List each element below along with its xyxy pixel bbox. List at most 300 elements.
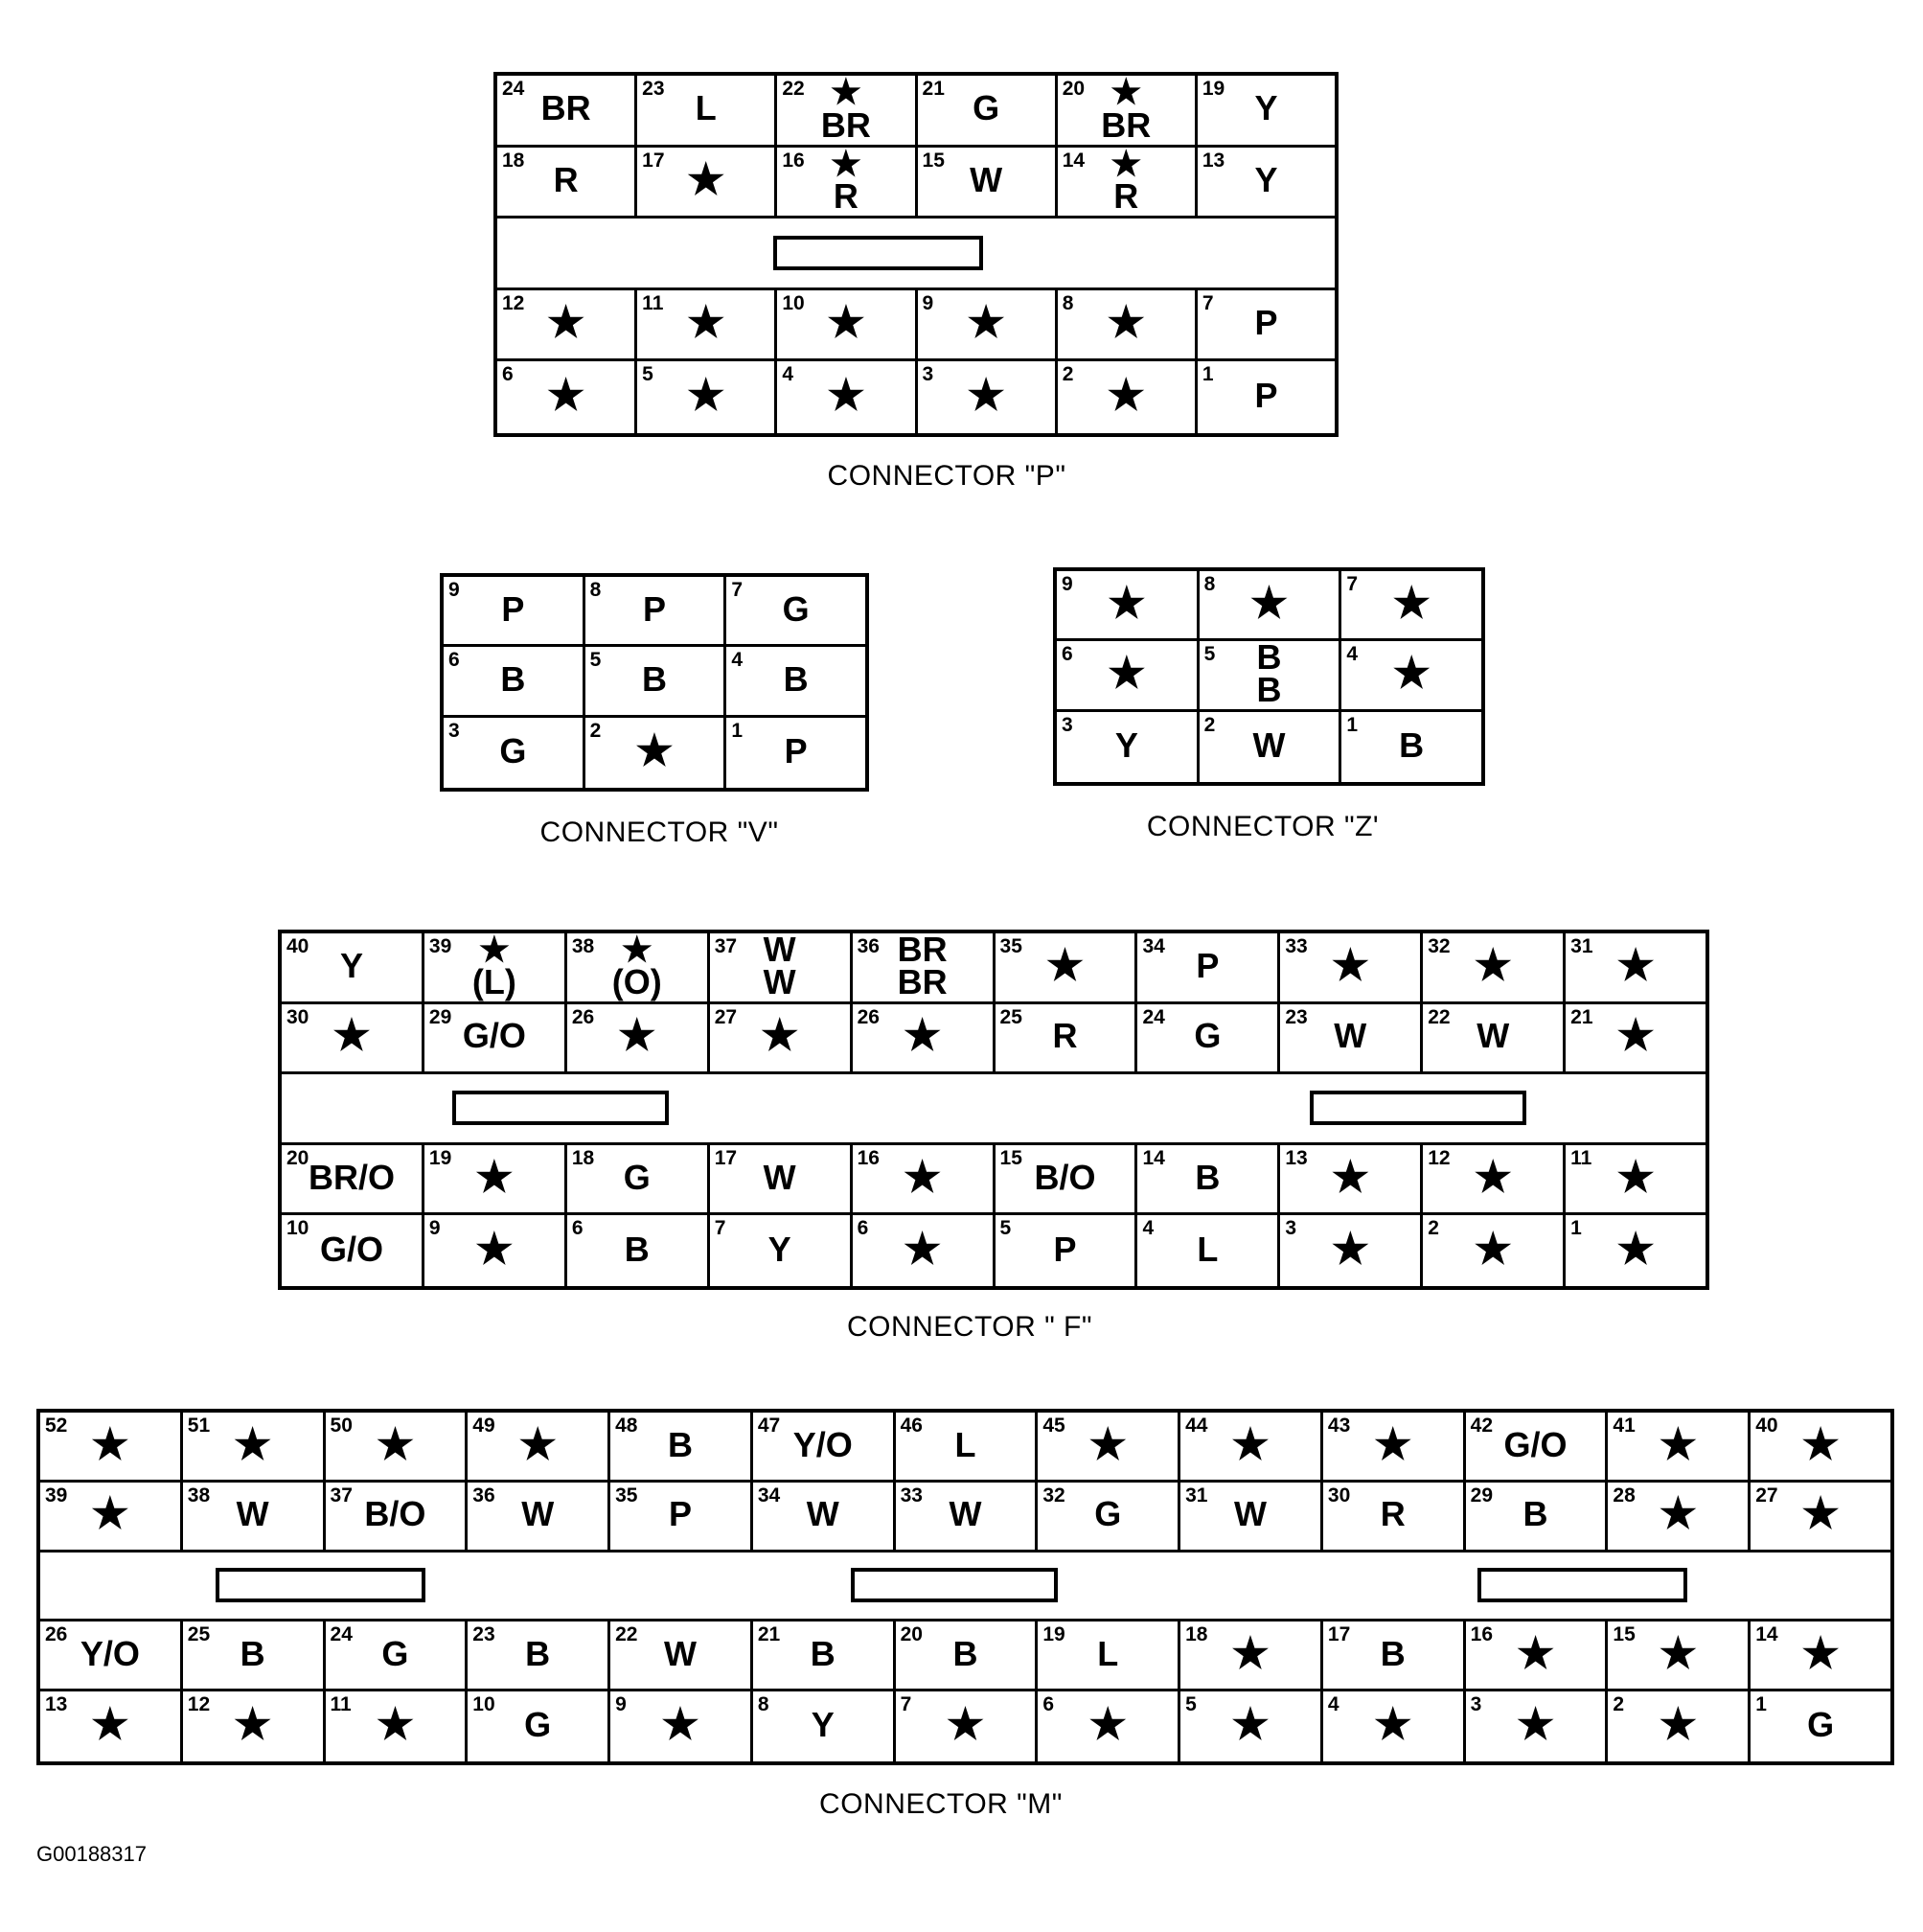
wire-color: ★ bbox=[1659, 1420, 1698, 1468]
pin-cell bbox=[1323, 1691, 1466, 1761]
pin-cell bbox=[896, 1413, 1039, 1480]
pin-number: 3 bbox=[1062, 713, 1073, 736]
pin-cell bbox=[1038, 1413, 1180, 1480]
latch-row bbox=[497, 218, 1335, 290]
connector-f bbox=[278, 930, 1709, 1290]
wire-color: Y bbox=[339, 945, 363, 985]
pin-number: 1 bbox=[1202, 363, 1214, 386]
pin-cell bbox=[497, 361, 637, 433]
pin-number: 24 bbox=[330, 1623, 353, 1646]
wire-color: ★ R bbox=[1110, 147, 1142, 216]
connector-f-row bbox=[282, 933, 1706, 1004]
pin-cell bbox=[1137, 1004, 1280, 1072]
wire-color: G bbox=[381, 1633, 409, 1673]
wire-color: ★ bbox=[1331, 1225, 1370, 1273]
pin-cell bbox=[918, 76, 1058, 145]
wire-color: ★ (L) bbox=[471, 933, 516, 1001]
pin-cell bbox=[1423, 1145, 1566, 1213]
wire-color: B bbox=[240, 1633, 265, 1673]
pin-number: 45 bbox=[1042, 1414, 1065, 1437]
wire-color: R bbox=[553, 159, 579, 199]
pin-number: 6 bbox=[571, 1217, 584, 1240]
wire-color: W bbox=[521, 1494, 555, 1534]
pin-number: 8 bbox=[1062, 291, 1074, 314]
wire-color: ★ bbox=[546, 299, 585, 347]
wire-color: ★ bbox=[1107, 299, 1145, 347]
pin-cell bbox=[1751, 1622, 1890, 1689]
pin-cell bbox=[1280, 1004, 1423, 1072]
pin-cell bbox=[996, 1215, 1138, 1286]
wire-color: BR/O bbox=[308, 1157, 395, 1197]
wire-color: G bbox=[1094, 1494, 1122, 1534]
pin-number: 9 bbox=[428, 1217, 441, 1240]
pin-cell bbox=[1341, 712, 1481, 782]
wire-color: ★ bbox=[1616, 1153, 1655, 1201]
wire-color: W W bbox=[763, 933, 796, 1001]
wire-color: ★ bbox=[1392, 579, 1431, 627]
pin-number: 39 bbox=[428, 935, 452, 957]
pin-number: 15 bbox=[999, 1146, 1022, 1169]
pin-cell bbox=[777, 290, 917, 359]
pin-cell bbox=[497, 76, 637, 145]
pin-number: 6 bbox=[502, 363, 514, 386]
pin-cell bbox=[183, 1622, 326, 1689]
pin-number: 27 bbox=[714, 1005, 738, 1028]
pin-number: 10 bbox=[472, 1693, 495, 1716]
pin-number: 12 bbox=[1428, 1146, 1451, 1169]
connector-m-row bbox=[40, 1622, 1890, 1691]
wire-color: W bbox=[1252, 724, 1286, 765]
pin-number: 47 bbox=[757, 1414, 781, 1437]
wire-color: R bbox=[1380, 1494, 1406, 1534]
pin-cell bbox=[726, 577, 865, 644]
wire-color: ★ bbox=[1108, 579, 1146, 627]
pin-cell bbox=[1341, 571, 1481, 638]
pin-number: 16 bbox=[857, 1146, 880, 1169]
pin-cell bbox=[637, 361, 777, 433]
pin-cell bbox=[424, 1004, 567, 1072]
wire-color: L bbox=[1197, 1229, 1219, 1269]
wire-color: ★ bbox=[1801, 1629, 1840, 1677]
pin-cell bbox=[1608, 1413, 1751, 1480]
pin-cell bbox=[585, 718, 727, 788]
pin-cell bbox=[1038, 1691, 1180, 1761]
pin-number: 29 bbox=[1470, 1484, 1494, 1506]
wire-color: W bbox=[1234, 1494, 1267, 1534]
wire-color: L bbox=[695, 88, 717, 128]
pin-number: 20 bbox=[1062, 78, 1086, 100]
pin-cell bbox=[1280, 1215, 1423, 1286]
pin-number: 14 bbox=[1142, 1146, 1165, 1169]
pin-cell bbox=[1198, 290, 1335, 359]
pin-cell bbox=[497, 290, 637, 359]
pin-number: 39 bbox=[45, 1484, 68, 1506]
pin-cell bbox=[1466, 1483, 1609, 1550]
pin-cell bbox=[1751, 1413, 1890, 1480]
pin-number: 18 bbox=[502, 149, 525, 172]
pin-cell bbox=[468, 1413, 610, 1480]
wire-color: B/O bbox=[364, 1494, 426, 1534]
pin-cell bbox=[1466, 1691, 1609, 1761]
pin-cell bbox=[777, 361, 917, 433]
pin-cell bbox=[610, 1483, 753, 1550]
pin-cell bbox=[1038, 1622, 1180, 1689]
wire-color: ★ bbox=[1801, 1420, 1840, 1468]
wire-color: Y bbox=[811, 1705, 835, 1745]
wire-color: P bbox=[643, 588, 667, 629]
pin-cell bbox=[183, 1413, 326, 1480]
pin-number: 40 bbox=[286, 935, 309, 957]
connector-m-caption: CONNECTOR "M" bbox=[819, 1788, 1063, 1820]
wire-color: ★ bbox=[1616, 941, 1655, 989]
pin-cell bbox=[610, 1622, 753, 1689]
pin-number: 9 bbox=[922, 291, 934, 314]
wire-color: ★ bbox=[1801, 1490, 1840, 1538]
pin-cell bbox=[710, 933, 853, 1001]
pin-number: 38 bbox=[571, 935, 595, 957]
wire-color: B bbox=[952, 1633, 978, 1673]
pin-cell bbox=[777, 76, 917, 145]
pin-number: 2 bbox=[1428, 1217, 1439, 1240]
wire-color: ★ bbox=[946, 1701, 985, 1749]
wire-color: R bbox=[1052, 1016, 1078, 1056]
wire-color: ★ bbox=[1516, 1629, 1555, 1677]
wire-color: Y/O bbox=[792, 1424, 853, 1464]
wire-color: B bbox=[667, 1424, 693, 1464]
pin-cell bbox=[1180, 1413, 1323, 1480]
wire-color: W bbox=[663, 1633, 697, 1673]
wire-color: G bbox=[524, 1705, 552, 1745]
pin-number: 41 bbox=[1613, 1414, 1636, 1437]
pin-cell bbox=[710, 1215, 853, 1286]
wire-color: B/O bbox=[1034, 1157, 1096, 1197]
connector-m-row bbox=[40, 1483, 1890, 1552]
connector-z-row bbox=[1057, 571, 1481, 641]
wire-color: G/O bbox=[1503, 1424, 1568, 1464]
pin-number: 31 bbox=[1570, 935, 1593, 957]
pin-number: 43 bbox=[1327, 1414, 1351, 1437]
pin-cell bbox=[1198, 76, 1335, 145]
wire-color: G bbox=[623, 1157, 651, 1197]
wire-color: ★ bbox=[827, 372, 865, 420]
pin-number: 24 bbox=[502, 78, 525, 100]
pin-number: 14 bbox=[1755, 1623, 1778, 1646]
pin-cell bbox=[637, 76, 777, 145]
pin-number: 21 bbox=[922, 78, 945, 100]
pin-number: 4 bbox=[782, 363, 794, 386]
wire-color: P bbox=[1254, 376, 1278, 416]
wire-color: ★ bbox=[635, 726, 674, 774]
pin-number: 2 bbox=[589, 719, 602, 742]
pin-cell bbox=[753, 1691, 896, 1761]
wire-color: ★ bbox=[1474, 1225, 1512, 1273]
pin-cell bbox=[444, 647, 585, 714]
pin-cell bbox=[1608, 1622, 1751, 1689]
connector-f-caption: CONNECTOR " F" bbox=[846, 1311, 1093, 1343]
connector-f-row bbox=[282, 1145, 1706, 1216]
pin-cell bbox=[326, 1413, 469, 1480]
pin-number: 33 bbox=[900, 1484, 923, 1506]
pin-number: 37 bbox=[714, 935, 738, 957]
pin-number: 11 bbox=[642, 291, 664, 314]
pin-number: 24 bbox=[1142, 1005, 1165, 1028]
pin-cell bbox=[424, 1215, 567, 1286]
wire-color: ★ BR bbox=[1101, 76, 1152, 145]
pin-number: 19 bbox=[1202, 78, 1225, 100]
pin-number: 36 bbox=[472, 1484, 495, 1506]
wire-color: W bbox=[236, 1494, 269, 1534]
pin-number: 27 bbox=[1755, 1484, 1778, 1506]
pin-number: 12 bbox=[187, 1693, 211, 1716]
pin-number: 2 bbox=[1062, 363, 1074, 386]
pin-cell bbox=[1058, 148, 1198, 217]
connector-v bbox=[440, 573, 869, 792]
pin-cell bbox=[1058, 76, 1198, 145]
pin-number: 4 bbox=[731, 649, 744, 672]
latch-slot bbox=[773, 236, 983, 270]
pin-cell bbox=[1466, 1413, 1609, 1480]
wire-color: W bbox=[763, 1157, 796, 1197]
pin-number: 18 bbox=[1185, 1623, 1208, 1646]
pin-cell bbox=[896, 1691, 1039, 1761]
pin-cell bbox=[726, 718, 865, 788]
connector-m-row bbox=[40, 1691, 1890, 1761]
wire-color: ★ bbox=[760, 1012, 799, 1060]
pin-number: 42 bbox=[1470, 1414, 1494, 1437]
pin-number: 10 bbox=[286, 1217, 309, 1240]
pin-cell bbox=[637, 148, 777, 217]
wire-color: W bbox=[1334, 1016, 1367, 1056]
wire-color: ★ bbox=[233, 1701, 272, 1749]
pin-number: 3 bbox=[922, 363, 934, 386]
pin-cell bbox=[1280, 933, 1423, 1001]
pin-number: 7 bbox=[714, 1217, 726, 1240]
pin-cell bbox=[1200, 641, 1342, 708]
pin-number: 15 bbox=[922, 149, 945, 172]
pin-number: 32 bbox=[1428, 935, 1451, 957]
wire-color: ★ bbox=[376, 1701, 415, 1749]
wire-color: P bbox=[668, 1494, 692, 1534]
wire-color: G/O bbox=[462, 1016, 526, 1056]
pin-number: 26 bbox=[45, 1623, 68, 1646]
wire-color: ★ bbox=[618, 1012, 656, 1060]
connector-p-row bbox=[497, 148, 1335, 219]
pin-number: 40 bbox=[1755, 1414, 1778, 1437]
pin-number: 21 bbox=[757, 1623, 781, 1646]
wire-color: B bbox=[810, 1633, 836, 1673]
connector-p bbox=[493, 72, 1339, 437]
pin-number: 6 bbox=[1042, 1693, 1055, 1716]
pin-number: 6 bbox=[857, 1217, 869, 1240]
wire-color: B bbox=[642, 658, 667, 699]
pin-number: 4 bbox=[1142, 1217, 1155, 1240]
pin-cell bbox=[918, 361, 1058, 433]
wire-color: ★ bbox=[903, 1153, 942, 1201]
pin-cell bbox=[424, 1145, 567, 1213]
connector-v-row bbox=[444, 718, 865, 788]
wire-color: P bbox=[1196, 945, 1220, 985]
pin-number: 17 bbox=[714, 1146, 738, 1169]
pin-cell bbox=[1566, 933, 1706, 1001]
wire-color: ★ bbox=[1392, 650, 1431, 698]
wire-color: G bbox=[782, 588, 810, 629]
wire-color: ★ bbox=[827, 299, 865, 347]
connector-p-row bbox=[497, 76, 1335, 148]
pin-cell bbox=[1180, 1691, 1323, 1761]
pin-cell bbox=[1751, 1483, 1890, 1550]
wire-color: B bbox=[624, 1229, 650, 1269]
pin-number: 10 bbox=[782, 291, 805, 314]
pin-number: 23 bbox=[1285, 1005, 1308, 1028]
wire-color: B B bbox=[1256, 641, 1282, 709]
wire-color: ★ bbox=[967, 299, 1005, 347]
wire-color: ★ bbox=[967, 372, 1005, 420]
pin-number: 35 bbox=[999, 935, 1022, 957]
wire-color: ★ bbox=[546, 372, 585, 420]
pin-number: 23 bbox=[472, 1623, 495, 1646]
pin-cell bbox=[424, 933, 567, 1001]
latch-slot bbox=[1477, 1568, 1686, 1602]
wire-color: G bbox=[499, 730, 527, 770]
pin-cell bbox=[1608, 1483, 1751, 1550]
pin-number: 37 bbox=[330, 1484, 353, 1506]
wire-color: ★ bbox=[1516, 1701, 1555, 1749]
pin-cell bbox=[585, 647, 727, 714]
pin-number: 6 bbox=[1062, 643, 1073, 666]
wire-color: W bbox=[949, 1494, 982, 1534]
pin-cell bbox=[1323, 1622, 1466, 1689]
pin-cell bbox=[40, 1413, 183, 1480]
wire-color: ★ bbox=[376, 1420, 415, 1468]
connector-f-row bbox=[282, 1004, 1706, 1075]
pin-cell bbox=[567, 1145, 710, 1213]
wire-color: ★ bbox=[1107, 372, 1145, 420]
pin-number: 18 bbox=[571, 1146, 595, 1169]
wire-color: ★ bbox=[1374, 1420, 1412, 1468]
wire-color: B bbox=[1522, 1494, 1548, 1534]
pin-number: 7 bbox=[731, 579, 744, 601]
pin-cell bbox=[468, 1483, 610, 1550]
pin-cell bbox=[1180, 1483, 1323, 1550]
pin-cell bbox=[710, 1145, 853, 1213]
pin-cell bbox=[1057, 712, 1200, 782]
wire-color: ★ bbox=[1659, 1629, 1698, 1677]
pin-number: 46 bbox=[900, 1414, 923, 1437]
pin-number: 2 bbox=[1203, 713, 1216, 736]
pin-number: 8 bbox=[589, 579, 602, 601]
wire-color: ★ bbox=[1231, 1629, 1270, 1677]
pin-number: 15 bbox=[1613, 1623, 1636, 1646]
pin-cell bbox=[282, 933, 424, 1001]
pin-number: 52 bbox=[45, 1414, 68, 1437]
pin-cell bbox=[1566, 1004, 1706, 1072]
pin-cell bbox=[40, 1691, 183, 1761]
wire-color: P bbox=[501, 588, 525, 629]
pin-number: 36 bbox=[857, 935, 880, 957]
wire-color: Y bbox=[1254, 88, 1278, 128]
pin-cell bbox=[1200, 712, 1342, 782]
pin-number: 7 bbox=[1202, 291, 1214, 314]
connector-v-row bbox=[444, 577, 865, 647]
wire-color: BR BR bbox=[897, 933, 948, 1001]
pin-number: 22 bbox=[1428, 1005, 1451, 1028]
pin-cell bbox=[468, 1622, 610, 1689]
connector-v-caption: CONNECTOR "V" bbox=[539, 816, 779, 848]
wire-color: ★ bbox=[1474, 941, 1512, 989]
pin-cell bbox=[1323, 1483, 1466, 1550]
pin-cell bbox=[183, 1691, 326, 1761]
pin-cell bbox=[996, 1004, 1138, 1072]
wire-color: ★ bbox=[903, 1225, 942, 1273]
pin-cell bbox=[282, 1145, 424, 1213]
pin-cell bbox=[1280, 1145, 1423, 1213]
pin-cell bbox=[326, 1691, 469, 1761]
pin-number: 5 bbox=[1185, 1693, 1197, 1716]
pin-number: 3 bbox=[1285, 1217, 1297, 1240]
pin-number: 9 bbox=[448, 579, 460, 601]
wire-color: ★ bbox=[1045, 941, 1085, 989]
pin-number: 48 bbox=[615, 1414, 638, 1437]
latch-row bbox=[282, 1074, 1706, 1145]
wire-color: B bbox=[1399, 724, 1425, 765]
pin-cell bbox=[326, 1622, 469, 1689]
pin-cell bbox=[753, 1483, 896, 1550]
wire-color: P bbox=[1053, 1229, 1077, 1269]
pin-number: 20 bbox=[286, 1146, 309, 1169]
pin-cell bbox=[996, 1145, 1138, 1213]
connector-z-row bbox=[1057, 712, 1481, 782]
pin-number: 8 bbox=[1203, 573, 1216, 595]
pin-cell bbox=[1566, 1215, 1706, 1286]
wire-color: Y bbox=[767, 1229, 791, 1269]
wire-color: ★ bbox=[475, 1225, 514, 1273]
figure-id: G00188317 bbox=[36, 1842, 147, 1866]
pin-cell bbox=[853, 933, 996, 1001]
connector-z-caption: CONNECTOR "Z' bbox=[1146, 811, 1380, 842]
wire-color: W bbox=[1477, 1016, 1510, 1056]
wire-color: P bbox=[784, 730, 808, 770]
pin-number: 3 bbox=[1470, 1693, 1482, 1716]
pin-cell bbox=[1466, 1622, 1609, 1689]
pin-number: 3 bbox=[448, 719, 460, 742]
pin-number: 51 bbox=[187, 1414, 211, 1437]
wire-color: P bbox=[1254, 303, 1278, 343]
wire-color: B bbox=[500, 658, 526, 699]
latch-row bbox=[40, 1552, 1890, 1622]
pin-cell bbox=[1423, 1004, 1566, 1072]
wire-color: B bbox=[1195, 1157, 1221, 1197]
wire-color: ★ bbox=[1474, 1153, 1512, 1201]
wire-color: ★ bbox=[1374, 1701, 1412, 1749]
pin-number: 30 bbox=[286, 1005, 309, 1028]
pin-cell bbox=[1058, 290, 1198, 359]
pin-cell bbox=[567, 1215, 710, 1286]
pin-number: 7 bbox=[1346, 573, 1359, 595]
wire-color: ★ bbox=[1088, 1420, 1127, 1468]
pin-number: 1 bbox=[1346, 713, 1359, 736]
wire-color: Y bbox=[1114, 724, 1138, 765]
wire-color: W bbox=[970, 159, 1003, 199]
pin-number: 23 bbox=[642, 78, 665, 100]
pin-cell bbox=[444, 577, 585, 644]
wire-color: BR bbox=[540, 88, 591, 128]
pin-number: 17 bbox=[642, 149, 665, 172]
pin-cell bbox=[585, 577, 727, 644]
wire-color: G bbox=[1807, 1705, 1835, 1745]
pin-number: 1 bbox=[1570, 1217, 1582, 1240]
pin-number: 4 bbox=[1327, 1693, 1339, 1716]
pin-cell bbox=[1751, 1691, 1890, 1761]
